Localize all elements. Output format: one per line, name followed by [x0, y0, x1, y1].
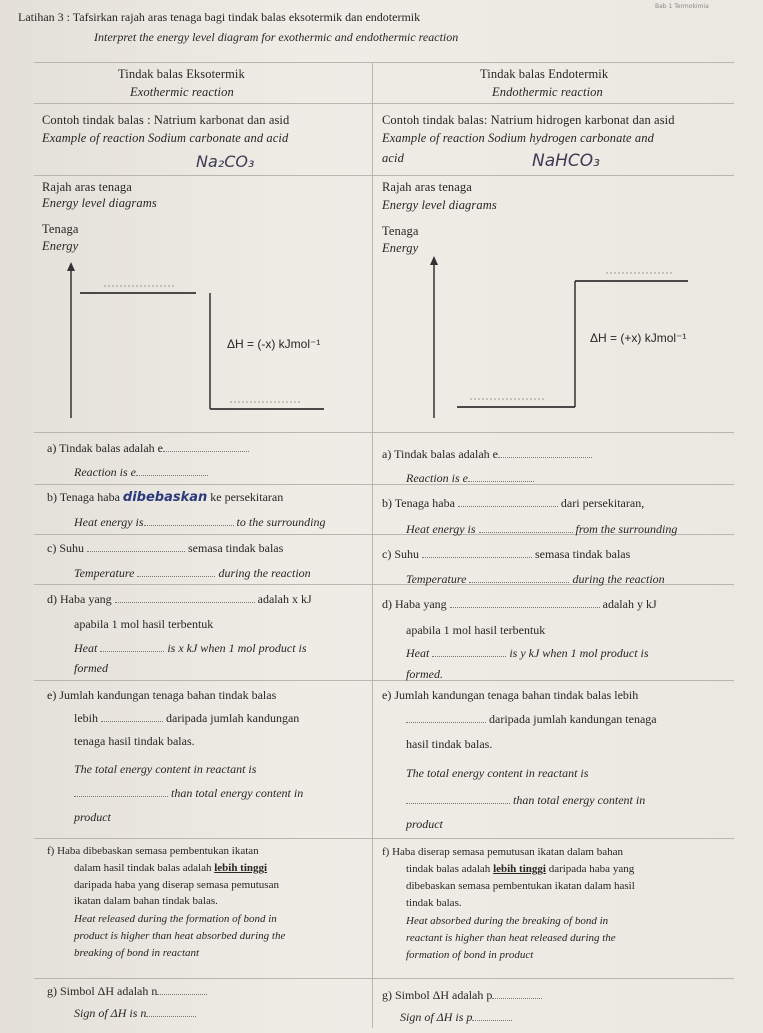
exo-f-line4: ikatan dalam bahan tindak balas. — [74, 895, 218, 907]
endo-a-malay: a) Tindak balas adalah e — [382, 447, 498, 461]
exo-c-malay-post: semasa tindak balas — [188, 541, 284, 555]
exo-d-malay-pre: d) Haba yang — [47, 592, 112, 606]
exo-f-line3: daripada haba yang diserap semasa pemutusan — [74, 879, 279, 891]
exo-heading: Tindak balas Eksotermik — [118, 67, 245, 81]
endo-g-en-blank[interactable] — [472, 1020, 512, 1021]
endo-d-malay-pre: d) Haba yang — [382, 597, 447, 611]
endo-f-line3: dibebaskan semasa pembentukan ikatan dalam hasil — [406, 880, 635, 892]
endo-g-blank[interactable] — [492, 998, 542, 999]
endo-f-en-line3: formation of bond in product — [406, 949, 534, 961]
endo-diagram-label-en: Energy level diagrams — [382, 198, 497, 212]
exo-axis-label: Tenaga — [42, 222, 79, 236]
exo-e-en-line2: than total energy content in — [171, 786, 304, 800]
endo-c-malay-post: semasa tindak balas — [535, 547, 631, 561]
exo-heading-en: Exothermic reaction — [130, 85, 234, 99]
endo-e-line2-post: daripada jumlah kandungan tenaga — [489, 712, 657, 726]
exo-g-english: Sign of ΔH is n — [74, 1006, 147, 1020]
endo-f-bold: lebih tinggi — [493, 863, 546, 875]
endo-d-en-line2: formed. — [406, 667, 443, 681]
endo-b-en-post: from the surrounding — [575, 522, 678, 536]
endo-f-en-line2: reactant is higher than heat released during the — [406, 932, 616, 944]
exo-e-line2-post: daripada jumlah kandungan — [166, 711, 300, 725]
exo-d-en-line2: formed — [74, 661, 108, 675]
endo-a-blank[interactable] — [498, 457, 592, 458]
endo-f-line1: f) Haba diserap semasa pemutusan ikatan dalam bahan — [382, 846, 623, 858]
exercise-subtitle: Interpret the energy level diagram for exothermic and endothermic reaction — [94, 30, 459, 44]
endo-b-blank[interactable] — [458, 506, 558, 507]
endo-example-line2: Example of reaction Sodium hydrogen carbonate and — [382, 131, 654, 145]
exo-g-malay: g) Simbol ΔH adalah n — [47, 984, 158, 998]
endo-axis-label-en: Energy — [382, 241, 419, 255]
endo-b-en-pre: Heat energy is — [406, 522, 476, 536]
endo-e-en-line3: product — [406, 817, 443, 831]
endo-g-malay: g) Simbol ΔH adalah p — [382, 988, 493, 1002]
endo-e-blank[interactable] — [406, 722, 486, 723]
exo-f-bold: lebih tinggi — [214, 862, 268, 874]
endo-d-malay-post: adalah y kJ — [602, 597, 657, 611]
endo-c-en-post: during the reaction — [572, 572, 665, 586]
endo-f-line2-post: daripada haba yang — [548, 863, 635, 875]
exo-b-malay-post: ke persekitaran — [210, 490, 284, 504]
endo-b-malay-post: dari persekitaran, — [560, 496, 645, 510]
endo-a-english: Reaction is e — [406, 471, 468, 485]
exo-e-line1: e) Jumlah kandungan tenaga bahan tindak balas — [47, 688, 277, 702]
chapter-note: Bab 1 Termokimia — [655, 3, 709, 10]
exercise-title: Latihan 3 : Tafsirkan rajah aras tenaga bagi tindak balas eksotermik dan endotermik — [18, 10, 421, 24]
exo-example-line1: Contoh tindak balas : Natrium karbonat dan asid — [42, 113, 290, 127]
endo-d-line2: apabila 1 mol hasil terbentuk — [406, 623, 546, 637]
endo-f-en-line1: Heat absorbed during the breaking of bond in — [406, 915, 609, 927]
endo-e-en-blank[interactable] — [406, 803, 510, 804]
endo-example-line1: Contoh tindak balas: Natrium hidrogen karbonat dan asid — [382, 113, 675, 127]
exo-b-malay-pre: b) Tenaga haba — [47, 490, 120, 504]
exo-e-lebih: lebih — [74, 711, 98, 725]
exo-e-en-line1: The total energy content in reactant is — [74, 762, 257, 776]
endo-f-line2-pre: tindak balas adalah — [406, 863, 491, 875]
exo-c-en-post: during the reaction — [218, 566, 311, 580]
endo-example-line3: acid — [382, 151, 404, 165]
exo-delta-h: ΔH = (-x) kJmol⁻¹ — [227, 337, 321, 351]
exo-b-answer[interactable]: dibebaskan — [122, 490, 208, 505]
exo-d-en-pre: Heat — [74, 641, 98, 655]
exo-a-malay: a) Tindak balas adalah e — [47, 441, 163, 455]
exo-axis-label-en: Energy — [42, 239, 79, 253]
exo-example-line2: Example of reaction Sodium carbonate and acid — [42, 131, 289, 145]
endo-d-en-blank[interactable] — [432, 656, 506, 657]
endo-d-en-post: is y kJ when 1 mol product is — [509, 646, 649, 660]
endo-c-en-blank[interactable] — [469, 582, 569, 583]
exo-f-line1: f) Haba dibebaskan semasa pembentukan ikatan — [47, 845, 259, 857]
exo-d-en-post: is x kJ when 1 mol product is — [167, 641, 307, 655]
endo-diagram-label: Rajah aras tenaga — [382, 180, 472, 194]
endo-b-en-blank[interactable] — [479, 532, 573, 533]
endo-heading-en: Endothermic reaction — [492, 85, 603, 99]
endo-e-line1: e) Jumlah kandungan tenaga bahan tindak balas lebih — [382, 688, 639, 702]
exo-a-english: Reaction is e — [74, 465, 136, 479]
endo-c-blank[interactable] — [422, 557, 532, 558]
endo-e-en-line1: The total energy content in reactant is — [406, 766, 589, 780]
endo-c-en-pre: Temperature — [406, 572, 467, 586]
endo-a-en-blank[interactable] — [468, 481, 534, 482]
exo-f-en-line1: Heat released during the formation of bond in — [74, 913, 277, 925]
exo-c-en-pre: Temperature — [74, 566, 135, 580]
endo-f-line4: tindak balas. — [406, 897, 462, 909]
endo-c-malay-pre: c) Suhu — [382, 547, 419, 561]
endo-e-line3: hasil tindak balas. — [406, 737, 493, 751]
exo-e-en-line3: product — [74, 810, 111, 824]
exo-d-malay-post: adalah x kJ — [257, 592, 312, 606]
exo-f-en-line2: product is higher than heat absorbed during the — [74, 930, 286, 942]
endo-g-english: Sign of ΔH is p — [400, 1010, 473, 1024]
endo-e-en-line2: than total energy content in — [513, 793, 646, 807]
exo-diagram-label: Rajah aras tenaga — [42, 180, 132, 194]
endo-axis-arrowhead — [430, 256, 438, 265]
exo-d-line2: apabila 1 mol hasil terbentuk — [74, 617, 214, 631]
endo-d-blank[interactable] — [450, 607, 600, 608]
endo-d-en-pre: Heat — [406, 646, 430, 660]
exo-diagram-label-en: Energy level diagrams — [42, 196, 157, 210]
exo-f-en-line3: breaking of bond in reactant — [74, 947, 200, 959]
exo-b-en-pre: Heat energy is — [74, 515, 144, 529]
endo-heading: Tindak balas Endotermik — [480, 67, 609, 81]
endo-delta-h: ΔH = (+x) kJmol⁻¹ — [590, 331, 687, 345]
endo-b-malay-pre: b) Tenaga haba — [382, 496, 455, 510]
exo-example-answer: Na₂CO₃ — [196, 152, 255, 171]
exo-b-en-post: to the surrounding — [236, 515, 326, 529]
endo-axis-label: Tenaga — [382, 224, 419, 238]
endo-example-answer: NaHCO₃ — [532, 151, 600, 171]
exo-c-malay-pre: c) Suhu — [47, 541, 84, 555]
exo-f-line2-pre: dalam hasil tindak balas adalah — [74, 862, 212, 874]
exo-e-line3: tenaga hasil tindak balas. — [74, 734, 195, 748]
